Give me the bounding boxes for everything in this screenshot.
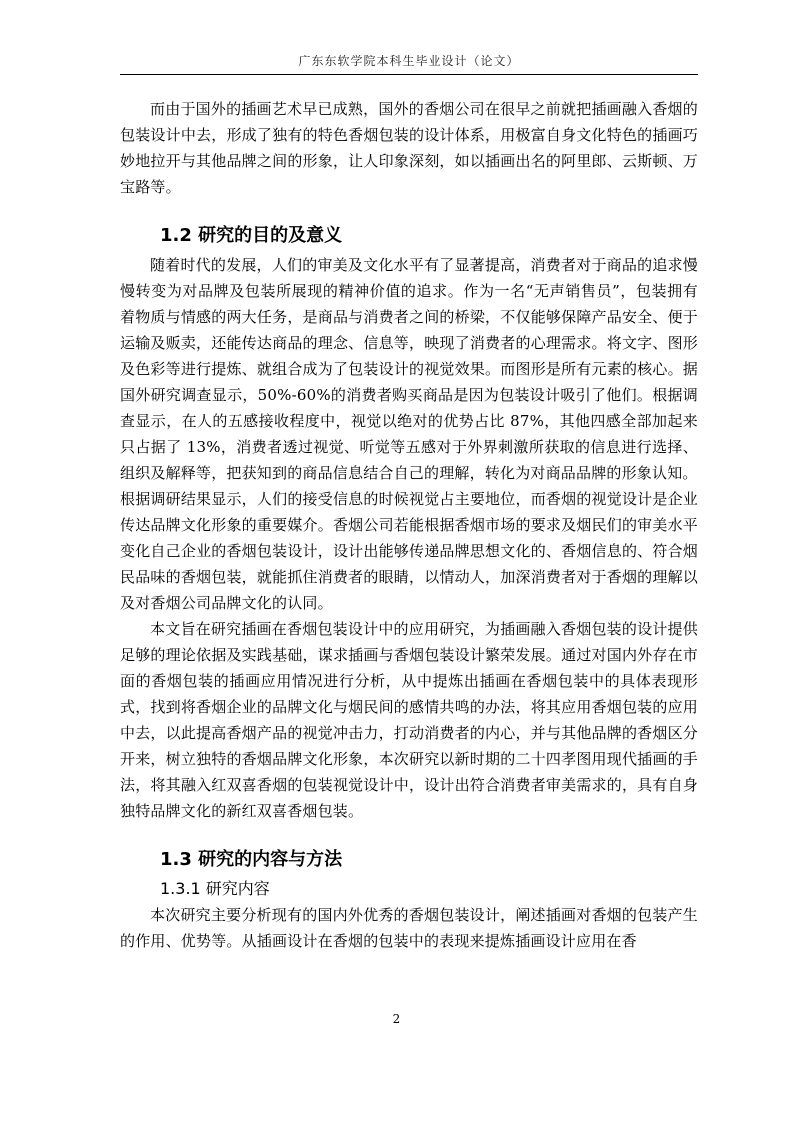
- page-number: 2: [392, 1012, 401, 1026]
- document-body: [120, 96, 698, 954]
- paragraph-foreign-illustration: 而由于国外的插画艺术早已成熟，国外的香烟公司在很早之前就把插画融入香烟的包装设计中去，形成了独有的特色香烟包装的设计体系，用极富自身文化特色的插画巧妙地拉开与其他品牌之间的形象，让人印象深刻，如以插画出名的阿里郎、云斯顿、万宝路等。: [120, 100, 698, 196]
- section-heading-1-3: 1.3 研究的内容与方法: [160, 849, 343, 870]
- paragraph-research-significance: 随着时代的发展，人们的审美及文化水平有了显著提高，消费者对于商品的追求慢慢转变为对品牌及包装所展现的精神价值的追求。作为一名“无声销售员”，包装拥有着物质与情感的两大任务，是商品与消费者之间的桥梁，不仅能够保障产品安全、便于运输及贩卖，还能传达商品的理念、信息等，映现了消费者的心理需求。将文字、图形及色彩等进行提炼、就组合成为了包装设计的视觉效果。而图形是所有元素的核心。据国外研究调查显示，50%-60%的消费者购买商品是因为包装设计吸引了他们。根据调查显示，在人的五感接收程度中，视觉以绝对的优势占比 87%，其他四感全部加起来只占据了 13%，消费者透过视觉、听觉等五感对于外界刺激所获取的信息进行选择、组织及解释等，把获知到的商品信息结合自己的理解，转化为对商品品牌的形象认知。: [120, 256, 698, 482]
- paragraph-research-content: 本次研究主要分析现有的国内外优秀的香烟包装设计，阐述插画对香烟的包装产生的作用、优势等。从插画设计在香烟的包装中的表现来提炼插画设计应用在香: [120, 906, 698, 950]
- subsection-heading-1-3-1: 1.3.1 研究内容: [160, 879, 270, 898]
- running-header: 广东东软学院本科生毕业设计（论文）: [298, 54, 520, 68]
- paragraph-research-aim: 本文旨在研究插画在香烟包装设计中的应用研究，为插画融入香烟包装的设计提供足够的理论依据及实践基础，谋求插画与香烟包装设计繁荣发展。通过对国内外存在市面的香烟包装的插画应用情况进行分析，从中提炼出插画在香烟包装中的具体表现形式，找到将香烟企业的品牌文化与烟民间的感情共鸣的办法，将其应用香烟包装的应用中去，以此提高香烟产品的视觉冲击力，打动消费者的内心，并与其他品牌的香烟区分开来，树立独特的香烟品牌文化形象，本次研究以新时期的二十四孝图用现代插画的手法，将其融入红双喜香烟的包装视觉设计中，设计出符合消费者审美需求的，具有自身独特品牌文化的新红双喜香烟包装。: [120, 620, 698, 820]
- header-rule: [120, 74, 698, 75]
- paragraph-survey-results: 根据调研结果显示，人们的接受信息的时候视觉占主要地位，而香烟的视觉设计是企业传达品牌文化形象的重要媒介。香烟公司若能根据香烟市场的要求及烟民们的审美水平变化自己企业的香烟包装设计，设计出能够传递品牌思想文化的、香烟信息的、符合烟民品味的香烟包装，就能抓住消费者的眼睛，以情动人，加深消费者对于香烟的理解以及对香烟公司品牌文化的认同。: [120, 490, 698, 612]
- section-heading-1-2: 1.2 研究的目的及意义: [160, 225, 343, 246]
